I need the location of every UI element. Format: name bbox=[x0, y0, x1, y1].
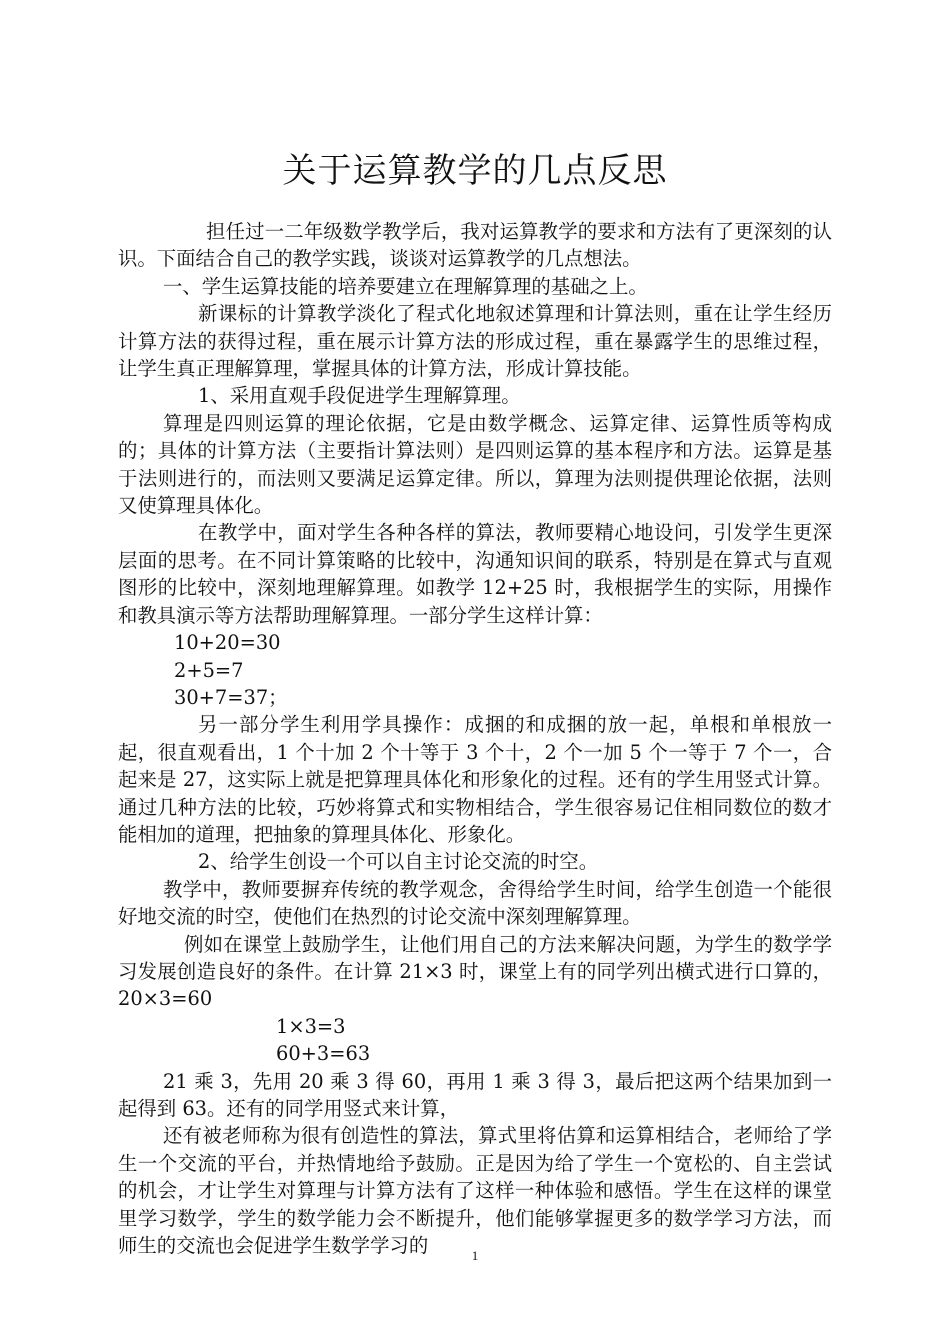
paragraph-in-teaching: 在教学中，面对学生各种各样的算法，教师要精心地设问，引发学生更深层面的思考。在不同计算策略的比较中，沟通知识间的联系，特别是在算式与直观图形的比较中，深刻地理解算理。如教学 12+25 时，我根据学生的实际，用操作和教具演示等方法帮助理解算理。一部分学生这样计算： bbox=[118, 521, 832, 627]
section-heading-1: 一、学生运算技能的培养要建立在理解算理的基础之上。 bbox=[163, 274, 648, 298]
subheading-1: 1、采用直观手段促进学生理解算理。 bbox=[198, 384, 521, 408]
paragraph-discussion: 教学中，教师要摒弃传统的教学观念，舍得给学生时间，给学生创造一个能很好地交流的时空，使他们在热烈的讨论交流中深刻理解算理。 bbox=[118, 877, 832, 929]
document-title: 关于运算教学的几点反思 bbox=[282, 151, 668, 191]
calculation-line: 2+5=7 bbox=[174, 658, 244, 682]
paragraph-example: 例如在课堂上鼓励学生，让他们用自己的方法来解决问题，为学生的数学学习发展创造良好的条件。在计算 21×3 时，课堂上有的同学列出横式进行口算的，20×3=60 bbox=[118, 932, 832, 1011]
calculation-line: 60+3=63 bbox=[276, 1042, 371, 1066]
paragraph-manipulatives: 另一部分学生利用学具操作：成捆的和成捆的放一起，单根和单根放一起，很直观看出，1 个十加 2 个十等于 3 个十，2 个一加 5 个一等于 7 个一，合起来是 27，这实际上就是把算理具体化和形象化的过程。还有的学生用竖式计算。通过几种方法的比较，巧妙将算式和实物相结合，学生很容易记住相同数位的数才能相加的道理，把抽象的算理具体化、形象化。 bbox=[118, 713, 832, 846]
paragraph-arithmetic-principle: 算理是四则运算的理论依据，它是由数学概念、运算定律、运算性质等构成的；具体的计算方法（主要指计算法则）是四则运算的基本程序和方法。运算是基于法则进行的，而法则又要满足运算定律。所以，算理为法则提供理论依据，法则又使算理具体化。 bbox=[118, 411, 832, 518]
calculation-line: 30+7=37； bbox=[174, 685, 288, 709]
subheading-2: 2、给学生创设一个可以自主讨论交流的时空。 bbox=[198, 850, 599, 874]
paragraph-creative-method: 还有被老师称为很有创造性的算法，算式里将估算和运算相结合，老师给了学生一个交流的平台，并热情地给予鼓励。正是因为给了学生一个宽松的、自主尝试的机会，才让学生对算理与计算方法有了这样一种体验和感悟。学生在这样的课堂里学习数学，学生的数学能力会不断提升，他们能够掌握更多的数学学习方法，而师生的交流也会促进学生数学学习的 bbox=[118, 1124, 832, 1258]
calculation-line: 10+20=30 bbox=[174, 631, 281, 655]
paragraph-intro: 担任过一二年级数学教学后，我对运算教学的要求和方法有了更深刻的认识。下面结合自己的教学实践，谈谈对运算教学的几点想法。 bbox=[118, 220, 832, 271]
paragraph-multiplication: 21 乘 3，先用 20 乘 3 得 60，再用 1 乘 3 得 3，最后把这两个结果加到一起得到 63。还有的同学用竖式来计算， bbox=[118, 1069, 832, 1120]
document-body bbox=[118, 218, 832, 1259]
calculation-line: 1×3=3 bbox=[276, 1014, 346, 1038]
paragraph-new-curriculum: 新课标的计算教学淡化了程式化地叙述算理和计算法则，重在让学生经历计算方法的获得过程，重在展示计算方法的形成过程，重在暴露学生的思维过程，让学生真正理解算理，掌握具体的计算方法，形成计算技能。 bbox=[118, 302, 832, 381]
page-number: 1 bbox=[471, 1248, 479, 1263]
